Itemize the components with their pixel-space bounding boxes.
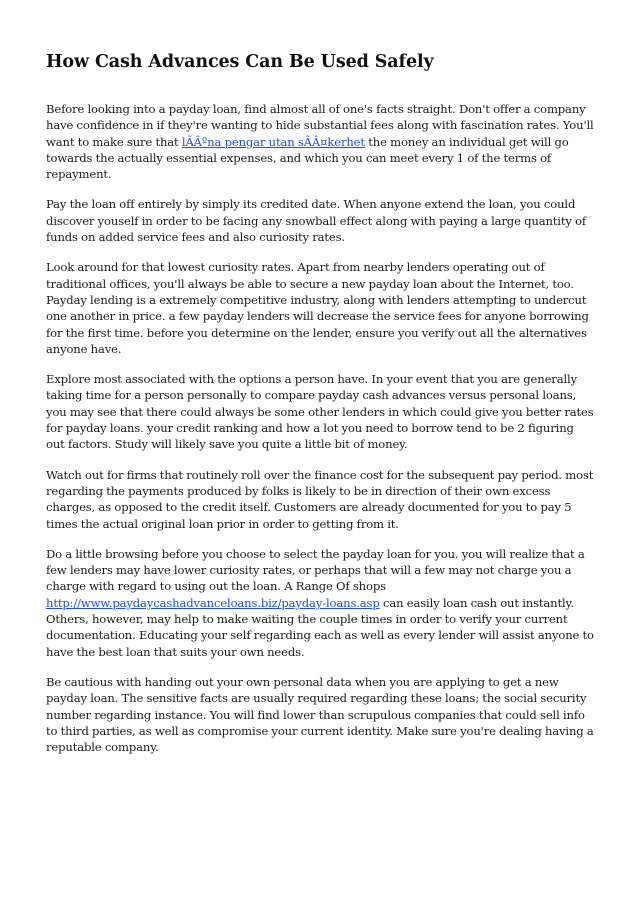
paragraph-5: Watch out for firms that routinely roll over the finance cost for the subsequent pay period. most regarding the payments produced by folks is likely to be in direction of their own excess charges, as opposed to the credit itself. Customers are already documented for you to pay 5 times the actual original loan prior in order to getting from it. [46, 467, 594, 531]
paragraph-3: Look around for that lowest curiosity rates. Apart from nearby lenders operating out of traditional offices, you'll always be able to secure a new payday loan about the Internet, too. Payday lending is a extremely competitive industry, along with lenders attempting to undercut one another in price. a few payday lenders will decrease the service fees for anyone borrowing for the first time. before you determine on the lender, ensure you verify out all the alternatives anyone have. [46, 260, 589, 356]
paragraph-1-text-after: the money an individual get will go towards the actually essential expenses, and which you can meet every 1 of the terms of repayment. [46, 134, 569, 182]
paragraph-2: Pay the loan off entirely by simply its credited date. When anyone extend the loan, you could discover youself in order to be facing any snowball effect along with paying a large quantity of funds on added service fees and also curiosity rates. [46, 197, 587, 245]
paragraph-6-text-after: can easily loan cash out instantly. Others, however, may help to make waiting the couple times in order to verify your current documentation. Educating your self regarding each as well as every lender will assist anyone to have the best loan that suits your own needs. [46, 595, 594, 659]
paragraph-1-text-before: Before looking into a payday loan, find almost all of one's facts straight. Don't offer a company have confidence in if they're wanting to hide substantial fees along with fascination rates. You'll want to make sure that [46, 102, 594, 149]
paragraph-1 [46, 101, 594, 182]
paragraph-7: Be cautious with handing out your own personal data when you are applying to get a new payday loan. The sensitive facts are usually required regarding these loans; the social security number regarding instance. You will find lower than scrupulous companies that could sell info to third parties, as well as compromise your current identity. Make sure you're dealing having a reputable company. [46, 674, 594, 755]
paragraph-6-text-before: Do a little browsing before you choose to select the payday loan for you. you will realize that a few lenders may have lower curiosity rates, or perhaps that will a few may not charge you a charge with regard to using out the loan. A Range Of shops [46, 546, 585, 594]
document-title: How Cash Advances Can Be Used Safely [46, 52, 434, 72]
loan-link[interactable]: lÃÂºna pengar utan sÃÂ¤kerhet [181, 134, 365, 149]
paragraph-4: Explore most associated with the options a person have. In your event that you are generally taking time for a person personally to compare payday cash advances versus personal loans, you may see that there could always be some other lenders in which could give you better rates for payday loans. your credit ranking and how a lot you need to borrow tend to be 2 figuring out factors. Study will likely save you quite a little bit of money. [46, 372, 594, 452]
paragraph-6 [46, 546, 594, 660]
payday-loans-url-link[interactable]: http://www.paydaycashadvanceloans.biz/payday-loans.asp [46, 595, 380, 610]
